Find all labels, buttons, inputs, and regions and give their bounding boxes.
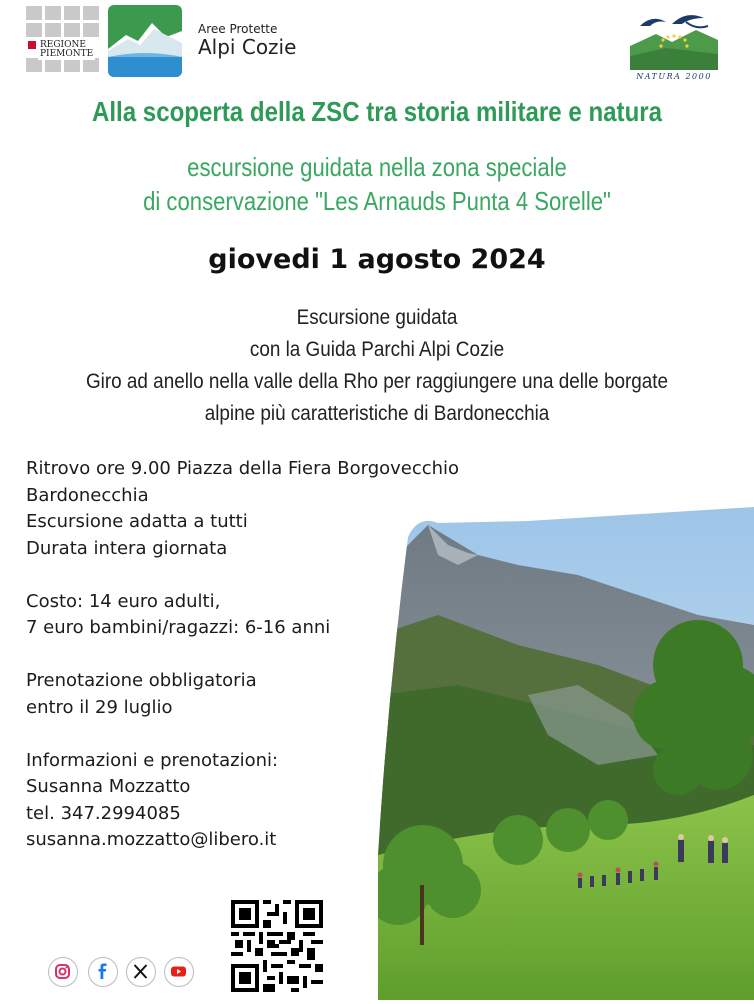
park-logo-line1: Aree Protette (198, 22, 278, 36)
meeting-point: Ritrovo ore 9.00 Piazza della Fiera Borgovecchio Bardonecchia (26, 458, 460, 506)
cost-adults: Costo: 14 euro adulti, (26, 590, 221, 612)
contact-email[interactable]: susanna.mozzatto@libero.it (26, 829, 277, 850)
natura-2000-logo (626, 6, 722, 80)
contact-name: Susanna Mozzatto (26, 776, 191, 797)
description-line1: Escursione guidata (296, 306, 458, 329)
subtitle-line2: di conservazione "Les Arnauds Punta 4 Sorelle" (143, 186, 611, 216)
youtube-icon[interactable] (164, 957, 194, 987)
subtitle-line1: escursione guidata nella zona speciale (187, 152, 567, 182)
cost-children: 7 euro bambini/ragazzi: 6-16 anni (26, 617, 331, 638)
event-info (26, 456, 496, 854)
natura-logo-text: NATURA 2000 (636, 72, 712, 81)
suitability: Escursione adatta a tutti (26, 511, 248, 532)
page-title: Alla scoperta della ZSC tra storia militare e natura (91, 96, 663, 127)
booking-required: Prenotazione obbligatoria (26, 670, 257, 691)
event-date: giovedi 1 agosto 2024 (208, 244, 546, 275)
spacer (26, 562, 496, 589)
spacer (26, 642, 496, 669)
park-logo-line2: Alpi Cozie (198, 35, 297, 59)
alpi-cozie-logo-text (198, 22, 296, 59)
regione-logo-text: REGIONE PIEMONTE (40, 40, 94, 59)
booking-deadline: entro il 29 luglio (26, 696, 173, 718)
instagram-icon[interactable] (48, 957, 78, 987)
contact-heading: Informazioni e prenotazioni: (26, 749, 279, 771)
event-description (38, 302, 717, 430)
subtitle (57, 150, 698, 218)
facebook-icon[interactable] (88, 957, 118, 987)
description-line4: alpine più caratteristiche di Bardonecchia (204, 402, 550, 425)
contact-phone[interactable]: tel. 347.2994085 (26, 802, 181, 824)
regione-piemonte-logo (26, 6, 100, 76)
description-line2: con la Guida Parchi Alpi Cozie (249, 338, 505, 361)
spacer (26, 721, 496, 748)
qr-code[interactable] (231, 900, 323, 992)
alpi-cozie-logo (108, 5, 182, 77)
duration: Durata intera giornata (26, 537, 228, 559)
x-icon[interactable] (126, 957, 156, 987)
description-line3: Giro ad anello nella valle della Rho per raggiungere una delle borgate (85, 370, 669, 393)
regione-flag-icon (28, 41, 36, 49)
